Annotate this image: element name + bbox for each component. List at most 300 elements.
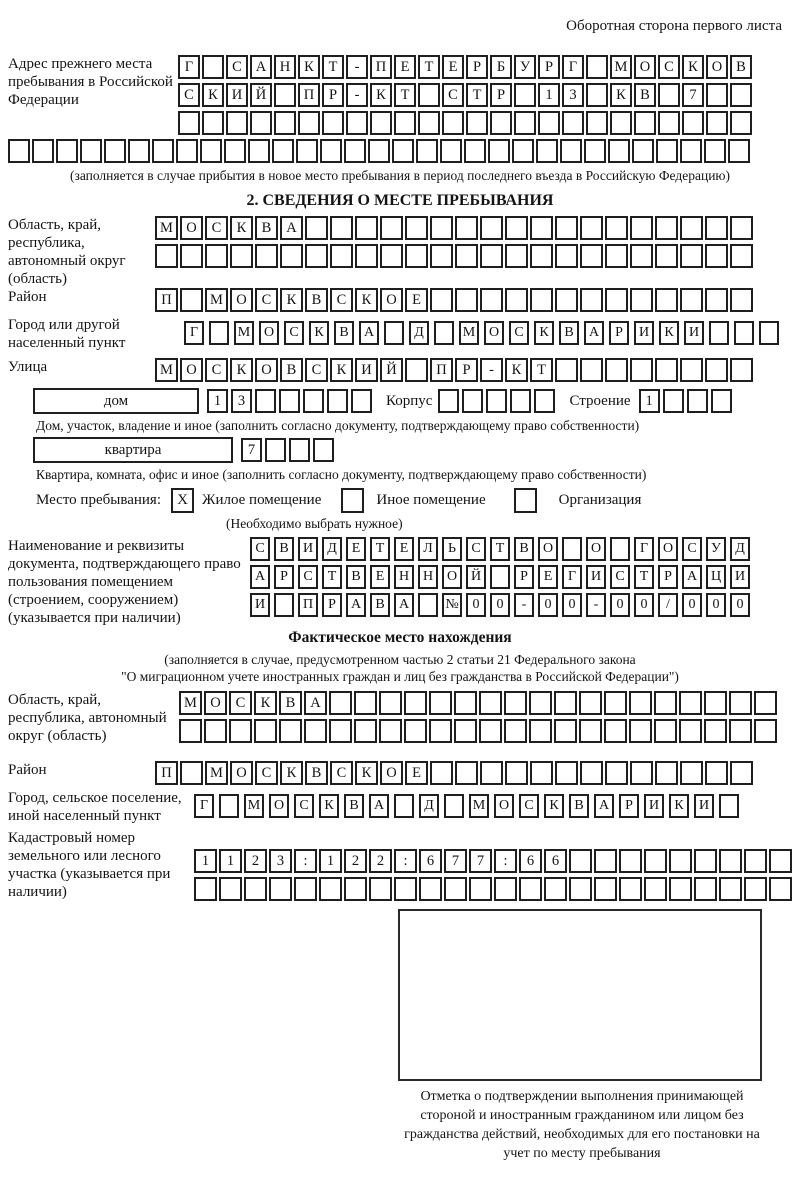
char-box[interactable] [734, 321, 754, 345]
char-box[interactable]: А [594, 794, 614, 818]
char-box[interactable]: Г [194, 794, 214, 818]
char-box[interactable]: Б [490, 55, 512, 79]
char-box[interactable] [604, 691, 627, 715]
char-box[interactable]: В [569, 794, 589, 818]
char-box[interactable] [486, 389, 507, 413]
char-box[interactable] [705, 216, 728, 240]
char-box[interactable]: С [250, 537, 270, 561]
char-box[interactable]: К [309, 321, 329, 345]
char-box[interactable] [344, 139, 366, 163]
char-box[interactable]: А [584, 321, 604, 345]
char-box[interactable]: В [514, 537, 534, 561]
char-box[interactable]: М [234, 321, 254, 345]
char-box[interactable] [694, 849, 717, 873]
char-box[interactable]: И [298, 537, 318, 561]
char-box[interactable]: М [459, 321, 479, 345]
char-box[interactable] [530, 761, 553, 785]
char-box[interactable]: А [280, 216, 303, 240]
char-box[interactable]: Л [418, 537, 438, 561]
char-box[interactable] [754, 691, 777, 715]
char-box[interactable]: 2 [244, 849, 267, 873]
char-box[interactable]: О [259, 321, 279, 345]
char-box[interactable]: П [430, 358, 453, 382]
char-box[interactable]: К [659, 321, 679, 345]
char-box[interactable] [480, 761, 503, 785]
char-box[interactable] [644, 849, 667, 873]
char-box[interactable] [562, 111, 584, 135]
char-box[interactable] [580, 216, 603, 240]
char-box[interactable] [368, 139, 390, 163]
char-box[interactable]: К [202, 83, 224, 107]
char-box[interactable]: М [244, 794, 264, 818]
char-box[interactable] [630, 761, 653, 785]
char-box[interactable] [680, 244, 703, 268]
char-box[interactable] [562, 537, 582, 561]
char-box[interactable]: О [204, 691, 227, 715]
char-box[interactable]: К [669, 794, 689, 818]
char-box[interactable] [634, 111, 656, 135]
char-box[interactable] [769, 849, 792, 873]
char-box[interactable]: 3 [562, 83, 584, 107]
char-box[interactable] [505, 244, 528, 268]
char-box[interactable] [610, 537, 630, 561]
char-box[interactable]: 7 [682, 83, 704, 107]
char-box[interactable]: Т [530, 358, 553, 382]
char-box[interactable] [405, 216, 428, 240]
char-box[interactable] [729, 719, 752, 743]
char-box[interactable]: С [229, 691, 252, 715]
char-box[interactable]: Р [466, 55, 488, 79]
char-box[interactable]: О [494, 794, 514, 818]
char-box[interactable]: И [586, 565, 606, 589]
char-box[interactable] [430, 244, 453, 268]
char-box[interactable]: Д [419, 794, 439, 818]
char-box[interactable] [244, 877, 267, 901]
char-box[interactable] [594, 849, 617, 873]
char-box[interactable]: О [380, 288, 403, 312]
char-box[interactable]: И [684, 321, 704, 345]
char-box[interactable] [404, 691, 427, 715]
char-box[interactable]: 3 [269, 849, 292, 873]
char-box[interactable] [405, 244, 428, 268]
stay-type-checkbox-other-premises[interactable] [341, 488, 364, 513]
char-box[interactable] [8, 139, 30, 163]
char-box[interactable]: К [254, 691, 277, 715]
char-box[interactable]: 1 [219, 849, 242, 873]
char-box[interactable] [680, 761, 703, 785]
char-box[interactable] [254, 719, 277, 743]
char-box[interactable] [200, 139, 222, 163]
char-box[interactable]: М [610, 55, 632, 79]
char-box[interactable]: М [469, 794, 489, 818]
char-box[interactable] [529, 691, 552, 715]
char-box[interactable]: С [330, 288, 353, 312]
char-box[interactable] [730, 358, 753, 382]
char-box[interactable] [490, 565, 510, 589]
char-box[interactable]: С [682, 537, 702, 561]
char-box[interactable] [680, 216, 703, 240]
char-box[interactable] [480, 216, 503, 240]
char-box[interactable]: В [344, 794, 364, 818]
char-box[interactable] [392, 139, 414, 163]
char-box[interactable] [379, 691, 402, 715]
char-box[interactable] [505, 216, 528, 240]
char-box[interactable] [202, 111, 224, 135]
char-box[interactable] [744, 877, 767, 901]
char-box[interactable] [654, 719, 677, 743]
char-box[interactable]: О [180, 358, 203, 382]
char-box[interactable] [56, 139, 78, 163]
char-box[interactable]: - [480, 358, 503, 382]
char-box[interactable]: 0 [466, 593, 486, 617]
char-box[interactable] [512, 139, 534, 163]
char-box[interactable]: О [538, 537, 558, 561]
char-box[interactable] [379, 719, 402, 743]
char-box[interactable] [279, 719, 302, 743]
char-box[interactable]: Е [346, 537, 366, 561]
char-box[interactable] [205, 244, 228, 268]
char-box[interactable]: Р [490, 83, 512, 107]
char-box[interactable] [466, 111, 488, 135]
char-box[interactable] [730, 288, 753, 312]
char-box[interactable] [704, 139, 726, 163]
char-box[interactable]: Р [322, 83, 344, 107]
char-box[interactable] [265, 438, 286, 462]
apartment-type-field[interactable]: квартира [33, 437, 233, 463]
char-box[interactable] [219, 877, 242, 901]
char-box[interactable] [329, 719, 352, 743]
char-box[interactable] [180, 244, 203, 268]
char-box[interactable]: В [280, 358, 303, 382]
char-box[interactable]: 0 [610, 593, 630, 617]
char-box[interactable]: К [230, 358, 253, 382]
char-box[interactable]: 0 [706, 593, 726, 617]
stay-type-checkbox-residential[interactable]: X [171, 488, 194, 513]
char-box[interactable]: 0 [634, 593, 654, 617]
char-box[interactable]: П [155, 288, 178, 312]
char-box[interactable] [319, 877, 342, 901]
char-box[interactable] [464, 139, 486, 163]
char-box[interactable] [632, 139, 654, 163]
char-box[interactable] [705, 288, 728, 312]
char-box[interactable]: С [298, 565, 318, 589]
char-box[interactable] [370, 111, 392, 135]
char-box[interactable]: Й [250, 83, 272, 107]
char-box[interactable] [608, 139, 630, 163]
char-box[interactable]: М [155, 358, 178, 382]
char-box[interactable] [504, 691, 527, 715]
char-box[interactable]: Й [466, 565, 486, 589]
char-box[interactable] [354, 691, 377, 715]
char-box[interactable]: И [730, 565, 750, 589]
char-box[interactable] [462, 389, 483, 413]
char-box[interactable] [274, 83, 296, 107]
char-box[interactable] [705, 358, 728, 382]
char-box[interactable]: И [644, 794, 664, 818]
char-box[interactable] [351, 389, 372, 413]
char-box[interactable] [605, 244, 628, 268]
char-box[interactable] [380, 244, 403, 268]
char-box[interactable]: А [394, 593, 414, 617]
char-box[interactable] [344, 877, 367, 901]
char-box[interactable]: К [355, 288, 378, 312]
char-box[interactable]: М [155, 216, 178, 240]
char-box[interactable]: Р [274, 565, 294, 589]
char-box[interactable] [176, 139, 198, 163]
char-box[interactable] [355, 244, 378, 268]
char-box[interactable]: А [304, 691, 327, 715]
char-box[interactable] [579, 691, 602, 715]
char-box[interactable] [554, 691, 577, 715]
char-box[interactable] [455, 216, 478, 240]
char-box[interactable] [418, 83, 440, 107]
char-box[interactable]: К [610, 83, 632, 107]
char-box[interactable] [579, 719, 602, 743]
char-box[interactable]: : [494, 849, 517, 873]
char-box[interactable] [455, 761, 478, 785]
char-box[interactable]: К [330, 358, 353, 382]
char-box[interactable]: К [319, 794, 339, 818]
char-box[interactable]: В [279, 691, 302, 715]
char-box[interactable]: О [255, 358, 278, 382]
char-box[interactable] [330, 244, 353, 268]
char-box[interactable] [298, 111, 320, 135]
char-box[interactable] [619, 877, 642, 901]
char-box[interactable]: О [586, 537, 606, 561]
char-box[interactable]: С [255, 288, 278, 312]
char-box[interactable]: / [658, 593, 678, 617]
char-box[interactable] [658, 83, 680, 107]
char-box[interactable] [327, 389, 348, 413]
char-box[interactable]: Т [370, 537, 390, 561]
char-box[interactable] [730, 761, 753, 785]
char-box[interactable]: - [586, 593, 606, 617]
char-box[interactable]: И [250, 593, 270, 617]
char-box[interactable] [430, 288, 453, 312]
char-box[interactable] [394, 794, 414, 818]
char-box[interactable]: Г [562, 55, 584, 79]
char-box[interactable]: А [250, 565, 270, 589]
char-box[interactable] [313, 438, 334, 462]
char-box[interactable] [194, 877, 217, 901]
char-box[interactable] [704, 691, 727, 715]
char-box[interactable] [569, 849, 592, 873]
char-box[interactable]: К [355, 761, 378, 785]
char-box[interactable] [729, 691, 752, 715]
char-box[interactable]: В [334, 321, 354, 345]
char-box[interactable]: Г [178, 55, 200, 79]
char-box[interactable] [355, 216, 378, 240]
char-box[interactable]: 0 [538, 593, 558, 617]
char-box[interactable]: В [305, 761, 328, 785]
char-box[interactable] [536, 139, 558, 163]
char-box[interactable]: Р [455, 358, 478, 382]
char-box[interactable] [32, 139, 54, 163]
char-box[interactable]: О [442, 565, 462, 589]
char-box[interactable] [296, 139, 318, 163]
char-box[interactable]: 1 [538, 83, 560, 107]
char-box[interactable] [274, 111, 296, 135]
char-box[interactable]: С [509, 321, 529, 345]
char-box[interactable] [711, 389, 732, 413]
char-box[interactable] [514, 83, 536, 107]
char-box[interactable]: В [255, 216, 278, 240]
char-box[interactable]: С [178, 83, 200, 107]
char-box[interactable] [404, 719, 427, 743]
char-box[interactable] [730, 111, 752, 135]
char-box[interactable] [269, 877, 292, 901]
char-box[interactable] [180, 761, 203, 785]
char-box[interactable]: П [298, 593, 318, 617]
char-box[interactable] [442, 111, 464, 135]
char-box[interactable] [155, 244, 178, 268]
char-box[interactable]: 7 [241, 438, 262, 462]
char-box[interactable] [529, 719, 552, 743]
char-box[interactable]: Р [609, 321, 629, 345]
char-box[interactable] [655, 216, 678, 240]
char-box[interactable] [418, 593, 438, 617]
char-box[interactable] [104, 139, 126, 163]
char-box[interactable]: Р [658, 565, 678, 589]
char-box[interactable] [354, 719, 377, 743]
char-box[interactable] [530, 216, 553, 240]
char-box[interactable] [619, 849, 642, 873]
char-box[interactable] [322, 111, 344, 135]
char-box[interactable] [719, 877, 742, 901]
char-box[interactable] [555, 761, 578, 785]
char-box[interactable]: С [610, 565, 630, 589]
char-box[interactable] [630, 358, 653, 382]
char-box[interactable] [669, 849, 692, 873]
char-box[interactable] [586, 111, 608, 135]
char-box[interactable]: Т [322, 565, 342, 589]
char-box[interactable] [629, 719, 652, 743]
char-box[interactable]: 2 [369, 849, 392, 873]
char-box[interactable] [380, 216, 403, 240]
char-box[interactable]: 0 [682, 593, 702, 617]
char-box[interactable]: Т [322, 55, 344, 79]
char-box[interactable]: Е [538, 565, 558, 589]
char-box[interactable] [394, 111, 416, 135]
char-box[interactable] [272, 139, 294, 163]
char-box[interactable] [429, 719, 452, 743]
char-box[interactable] [705, 244, 728, 268]
char-box[interactable]: 6 [519, 849, 542, 873]
char-box[interactable]: 1 [207, 389, 228, 413]
char-box[interactable] [580, 244, 603, 268]
char-box[interactable]: В [305, 288, 328, 312]
char-box[interactable] [719, 794, 739, 818]
char-box[interactable]: К [280, 288, 303, 312]
char-box[interactable]: О [230, 288, 253, 312]
char-box[interactable] [560, 139, 582, 163]
char-box[interactable] [586, 55, 608, 79]
char-box[interactable] [656, 139, 678, 163]
char-box[interactable] [605, 358, 628, 382]
char-box[interactable] [679, 691, 702, 715]
char-box[interactable] [514, 111, 536, 135]
char-box[interactable] [655, 244, 678, 268]
char-box[interactable] [219, 794, 239, 818]
char-box[interactable]: Т [418, 55, 440, 79]
char-box[interactable] [610, 111, 632, 135]
char-box[interactable]: И [355, 358, 378, 382]
char-box[interactable] [580, 358, 603, 382]
char-box[interactable] [730, 83, 752, 107]
char-box[interactable] [663, 389, 684, 413]
char-box[interactable]: К [505, 358, 528, 382]
char-box[interactable] [754, 719, 777, 743]
char-box[interactable]: А [346, 593, 366, 617]
char-box[interactable]: Д [409, 321, 429, 345]
char-box[interactable]: О [180, 216, 203, 240]
char-box[interactable] [505, 761, 528, 785]
char-box[interactable] [580, 288, 603, 312]
char-box[interactable]: О [269, 794, 289, 818]
char-box[interactable]: Ц [706, 565, 726, 589]
char-box[interactable] [530, 244, 553, 268]
char-box[interactable]: К [298, 55, 320, 79]
char-box[interactable]: Д [730, 537, 750, 561]
char-box[interactable] [682, 111, 704, 135]
char-box[interactable]: 1 [639, 389, 660, 413]
char-box[interactable]: 1 [194, 849, 217, 873]
char-box[interactable]: Н [274, 55, 296, 79]
char-box[interactable] [580, 761, 603, 785]
char-box[interactable] [230, 244, 253, 268]
char-box[interactable]: Р [514, 565, 534, 589]
char-box[interactable]: - [346, 83, 368, 107]
char-box[interactable]: С [255, 761, 278, 785]
char-box[interactable] [584, 139, 606, 163]
char-box[interactable] [429, 691, 452, 715]
char-box[interactable]: И [634, 321, 654, 345]
char-box[interactable] [586, 83, 608, 107]
char-box[interactable]: К [544, 794, 564, 818]
char-box[interactable]: : [294, 849, 317, 873]
char-box[interactable]: 0 [562, 593, 582, 617]
char-box[interactable] [479, 691, 502, 715]
char-box[interactable]: Р [619, 794, 639, 818]
char-box[interactable] [630, 288, 653, 312]
char-box[interactable]: С [226, 55, 248, 79]
char-box[interactable]: 1 [319, 849, 342, 873]
char-box[interactable]: 6 [419, 849, 442, 873]
char-box[interactable] [744, 849, 767, 873]
char-box[interactable] [769, 877, 792, 901]
char-box[interactable]: Д [322, 537, 342, 561]
char-box[interactable]: К [280, 761, 303, 785]
char-box[interactable]: 0 [730, 593, 750, 617]
char-box[interactable] [680, 358, 703, 382]
char-box[interactable]: О [634, 55, 656, 79]
char-box[interactable] [538, 111, 560, 135]
char-box[interactable]: № [442, 593, 462, 617]
char-box[interactable] [469, 877, 492, 901]
char-box[interactable] [655, 288, 678, 312]
char-box[interactable] [440, 139, 462, 163]
char-box[interactable] [605, 761, 628, 785]
char-box[interactable]: 7 [469, 849, 492, 873]
char-box[interactable] [434, 321, 454, 345]
char-box[interactable] [454, 719, 477, 743]
char-box[interactable] [294, 877, 317, 901]
char-box[interactable]: В [634, 83, 656, 107]
char-box[interactable] [280, 244, 303, 268]
char-box[interactable] [346, 111, 368, 135]
char-box[interactable] [274, 593, 294, 617]
char-box[interactable] [430, 761, 453, 785]
